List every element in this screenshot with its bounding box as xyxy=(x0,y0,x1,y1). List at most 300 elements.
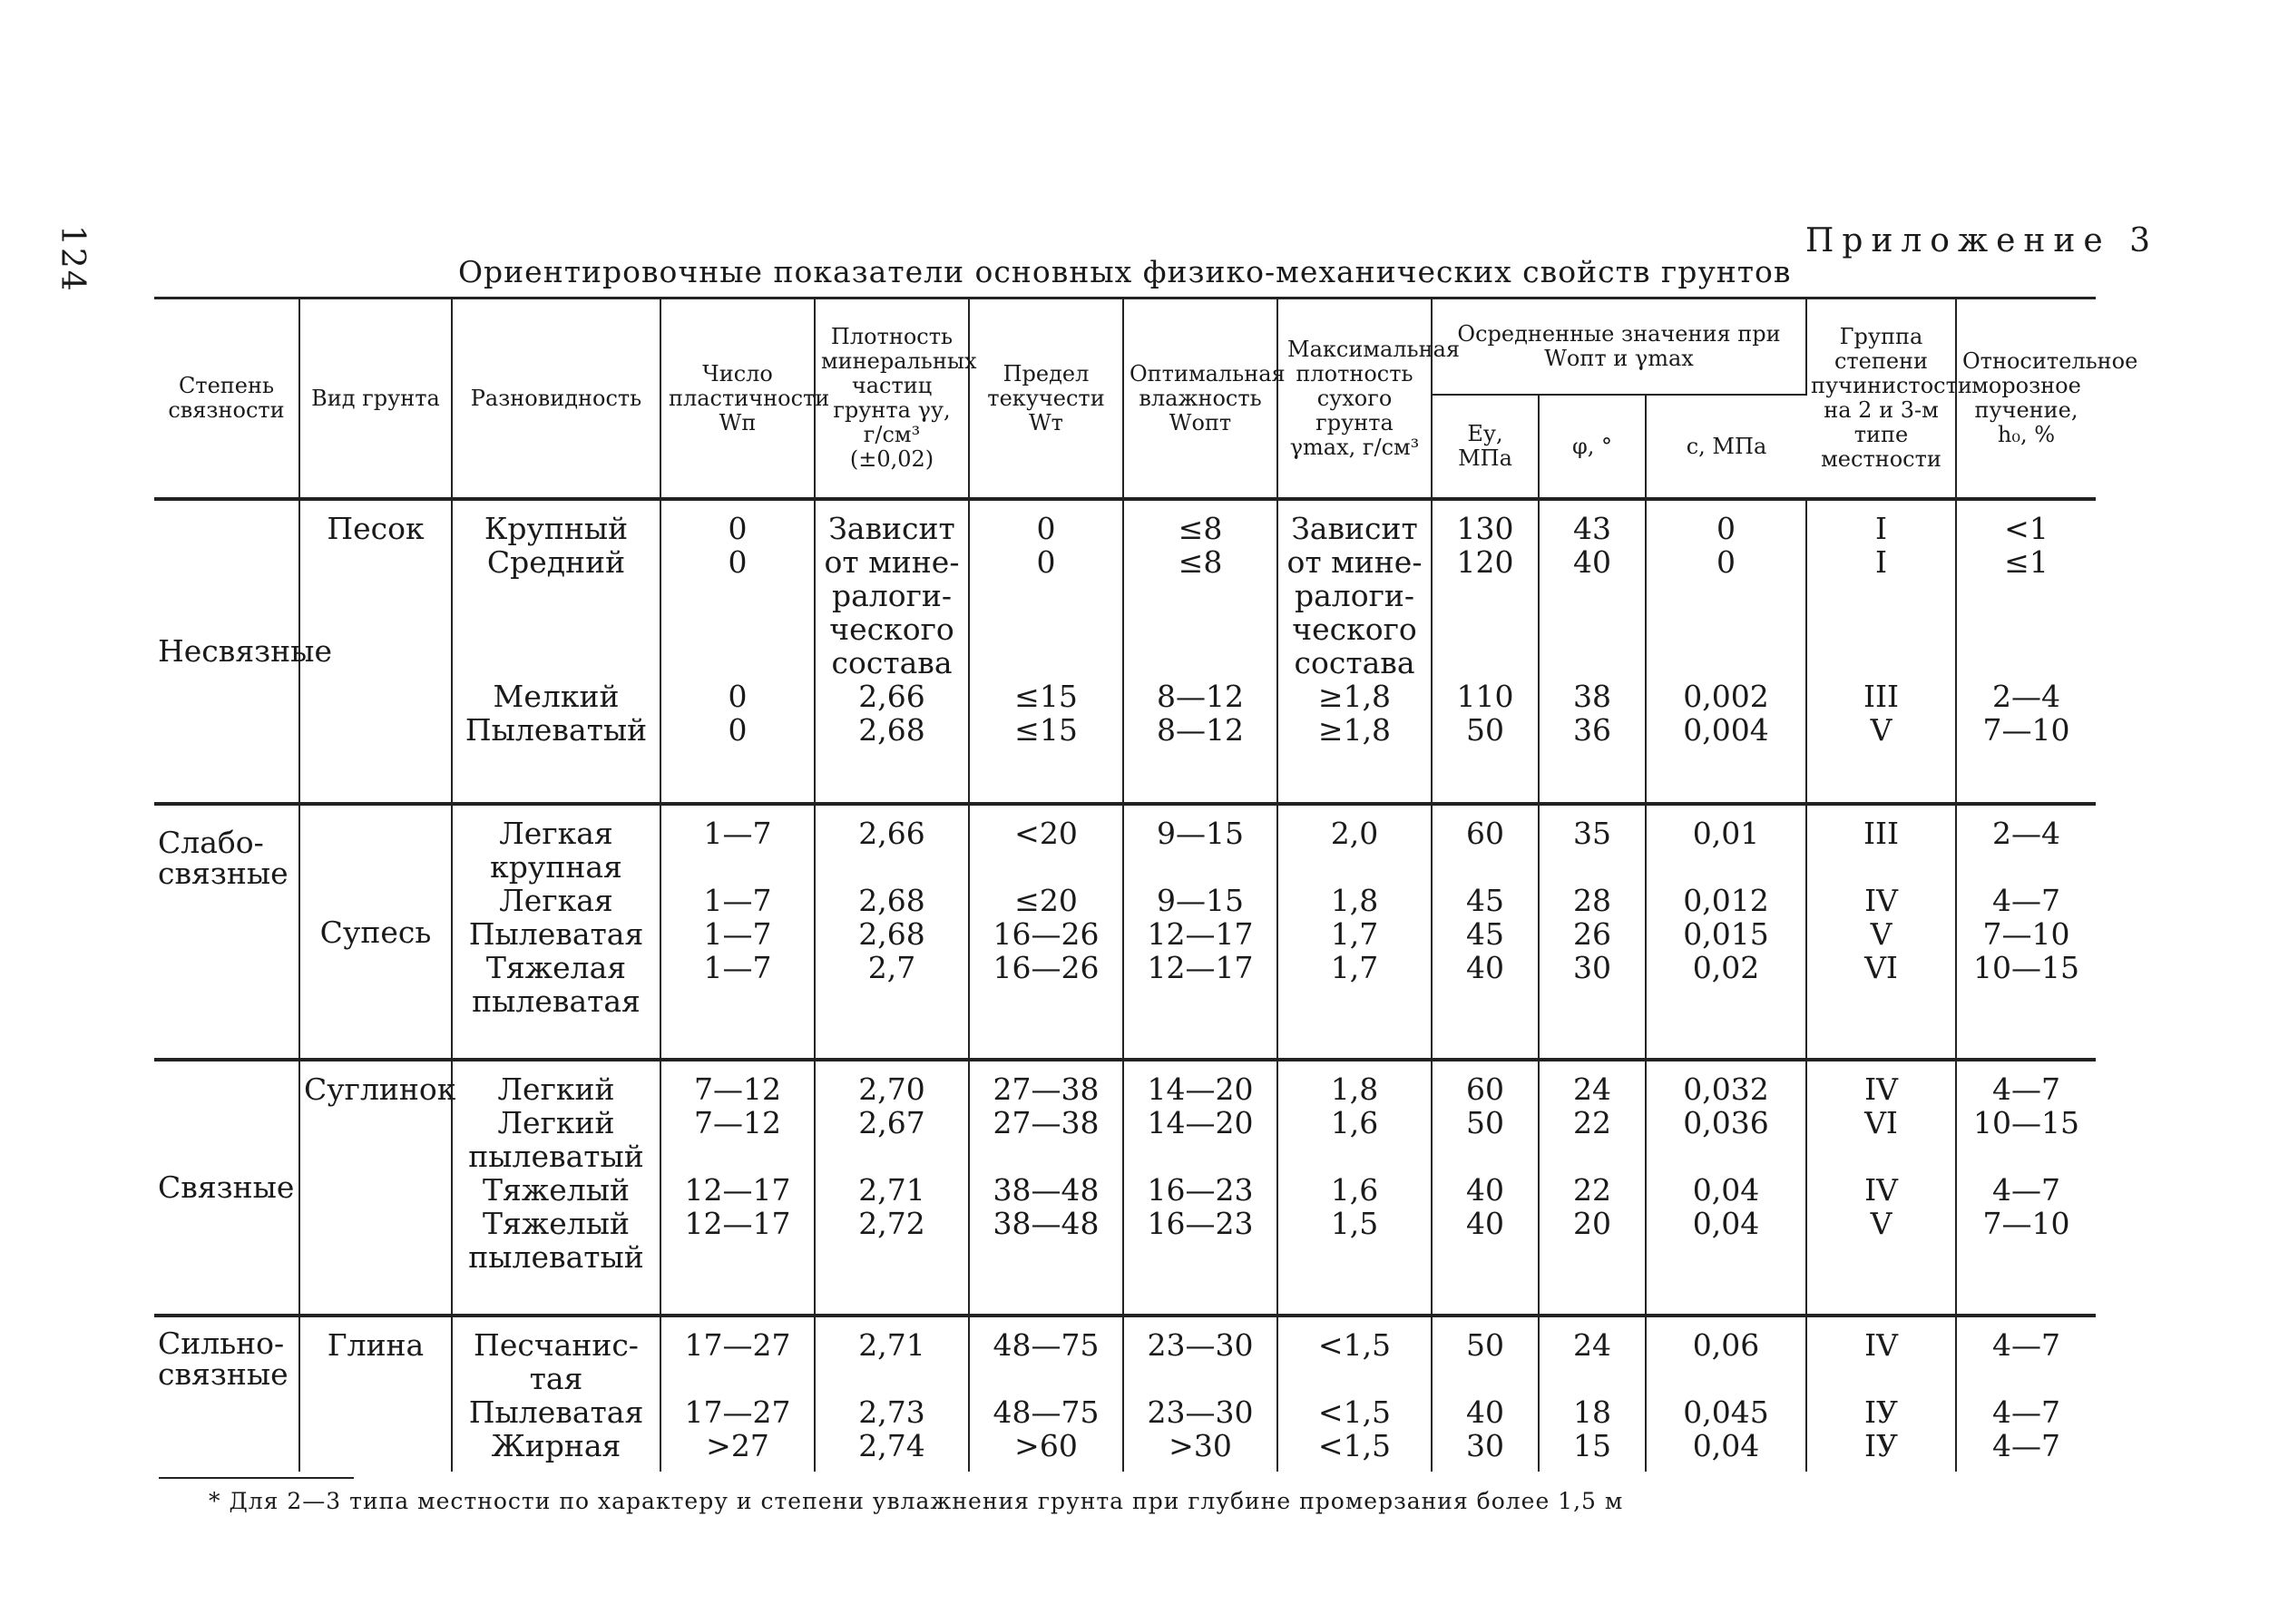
plasticity-line xyxy=(665,1362,810,1395)
heave-line xyxy=(1961,646,2092,680)
density-cell xyxy=(815,806,969,1060)
phi-line xyxy=(1543,1362,1641,1395)
ey-line: 120 xyxy=(1456,544,1514,580)
ey-line: 50 xyxy=(1466,1327,1504,1363)
density-line xyxy=(819,1362,964,1395)
liquid-line xyxy=(973,579,1119,612)
phi-line: 40 xyxy=(1573,544,1611,580)
plasticity-line: 7—12 xyxy=(694,1071,781,1107)
maxd-line: <1,5 xyxy=(1317,1327,1392,1363)
liquid-line xyxy=(973,1240,1119,1274)
plasticity-cell xyxy=(660,806,815,1060)
soil-cell: Суглинок xyxy=(299,1061,452,1316)
liquid-line xyxy=(973,850,1119,884)
properties-table xyxy=(154,297,2138,1472)
maxd-line xyxy=(1282,984,1427,1018)
density-line: 2,74 xyxy=(858,1428,925,1463)
c-line xyxy=(1650,850,1802,884)
phi-line xyxy=(1543,612,1641,646)
c-line xyxy=(1650,1362,1802,1395)
varieties-line: Пылеватая xyxy=(468,916,644,952)
ey-line: 50 xyxy=(1466,1105,1504,1140)
liquid-line: 16—26 xyxy=(993,916,1100,952)
maxd-line: 1,7 xyxy=(1330,950,1379,985)
varieties-line: тая xyxy=(529,1361,583,1396)
phi-cell xyxy=(1539,1317,1646,1472)
liquid-line: ≤20 xyxy=(1014,883,1078,918)
density-line: 2,71 xyxy=(858,1172,925,1208)
liquid-line xyxy=(973,984,1119,1018)
ey-line: 45 xyxy=(1466,916,1504,952)
liquid-line xyxy=(973,612,1119,646)
phi-line: 24 xyxy=(1573,1327,1611,1363)
liquid-line: <20 xyxy=(1014,816,1078,851)
maxd-line: 2,0 xyxy=(1330,816,1379,851)
heave-line xyxy=(1961,1240,2092,1274)
opt-line xyxy=(1128,646,1273,680)
varieties-line: Пылеватая xyxy=(468,1394,644,1430)
header-opt-moisture: Оптимальная влажность Wопт xyxy=(1123,299,1277,499)
varieties-line: Легкая xyxy=(499,883,613,918)
plasticity-line xyxy=(665,850,810,884)
header-soil-type: Вид грунта xyxy=(299,299,452,499)
varieties-line: пылеватая xyxy=(472,983,641,1019)
degree-cell: Связные xyxy=(154,1061,299,1316)
phi-line: 18 xyxy=(1573,1394,1611,1430)
ey-line: 130 xyxy=(1456,511,1514,546)
phi-cell xyxy=(1539,806,1646,1060)
maxd-line xyxy=(1282,850,1427,884)
opt-moisture-cell xyxy=(1123,1317,1277,1472)
max-density-cell xyxy=(1277,1061,1432,1316)
maxd-line: <1,5 xyxy=(1317,1428,1392,1463)
plasticity-line: 7—12 xyxy=(694,1105,781,1140)
opt-moisture-cell xyxy=(1123,806,1277,1060)
maxd-line: <1,5 xyxy=(1317,1394,1392,1430)
phi-line xyxy=(1543,579,1641,612)
header-heave-group: Группа степени пучинистости на 2 и 3-м типе местности xyxy=(1806,299,1956,499)
c-line: 0,004 xyxy=(1683,712,1769,748)
variety-cell xyxy=(452,501,660,804)
opt-line: 14—20 xyxy=(1147,1071,1254,1107)
plasticity-cell xyxy=(660,1061,815,1316)
varieties-line xyxy=(456,612,656,646)
maxd-line: ческого xyxy=(1292,611,1417,647)
plasticity-line xyxy=(665,579,810,612)
group-line: III xyxy=(1863,816,1900,851)
maxd-line: 1,8 xyxy=(1330,883,1379,918)
footnote-rule xyxy=(159,1477,354,1479)
heave-line: 4—7 xyxy=(1992,883,2060,918)
opt-line xyxy=(1128,612,1273,646)
heave-line xyxy=(1961,984,2092,1018)
group-line: IV xyxy=(1864,1071,1898,1107)
ey-line: 30 xyxy=(1466,1428,1504,1463)
density-cell xyxy=(815,1061,969,1316)
density-line: ралоги- xyxy=(831,578,953,613)
plasticity-line: 12—17 xyxy=(684,1206,791,1241)
header-ey: Eу, МПа xyxy=(1432,395,1539,499)
maxd-line: 1,8 xyxy=(1330,1071,1379,1107)
ey-line: 60 xyxy=(1466,1071,1504,1107)
density-line: 2,68 xyxy=(858,712,925,748)
varieties-line: Тяжелая xyxy=(485,950,627,985)
heave-line: 10—15 xyxy=(1973,950,2079,985)
group-line xyxy=(1811,579,1951,612)
ey-cell xyxy=(1432,1317,1539,1472)
plasticity-line: 17—27 xyxy=(684,1327,791,1363)
c-line: 0,015 xyxy=(1683,916,1769,952)
varieties-line: Легкая xyxy=(499,816,613,851)
plasticity-line xyxy=(665,612,810,646)
c-cell xyxy=(1646,501,1806,804)
table-title: Ориентировочные показатели основных физико-механических свойств грунтов xyxy=(458,254,1792,289)
appendix-label: Приложение 3 xyxy=(1805,222,2159,259)
maxd-line xyxy=(1282,1140,1427,1173)
phi-line: 26 xyxy=(1573,916,1611,952)
plasticity-line: 12—17 xyxy=(684,1172,791,1208)
group-line xyxy=(1811,1140,1951,1173)
phi-line: 15 xyxy=(1573,1428,1611,1463)
maxd-line: 1,7 xyxy=(1330,916,1379,952)
liquid-line: 48—75 xyxy=(993,1394,1100,1430)
opt-line: 9—15 xyxy=(1157,816,1244,851)
c-cell xyxy=(1646,806,1806,1060)
ey-line: 40 xyxy=(1466,1172,1504,1208)
heave-line: 4—7 xyxy=(1992,1071,2060,1107)
ey-line xyxy=(1436,646,1534,680)
plasticity-cell xyxy=(660,501,815,804)
group-row-noncohesive xyxy=(154,501,2096,804)
phi-line: 28 xyxy=(1573,883,1611,918)
ey-line xyxy=(1436,1240,1534,1274)
group-line xyxy=(1811,984,1951,1018)
plasticity-cell xyxy=(660,1317,815,1472)
heave-line: 7—10 xyxy=(1982,1206,2070,1241)
maxd-line: от мине- xyxy=(1286,544,1423,580)
ey-line: 40 xyxy=(1466,950,1504,985)
varieties-line: крупная xyxy=(490,849,622,885)
varieties-line: Песчанис- xyxy=(474,1327,639,1363)
max-density-cell xyxy=(1277,501,1432,804)
varieties-line: Мелкий xyxy=(493,679,620,714)
c-line xyxy=(1650,1140,1802,1173)
group-line: VI xyxy=(1864,950,1898,985)
maxd-line xyxy=(1282,1240,1427,1274)
frost-heave-cell xyxy=(1956,1317,2096,1472)
plasticity-line xyxy=(665,646,810,680)
c-line: 0,04 xyxy=(1692,1428,1760,1463)
heave-line: 4—7 xyxy=(1992,1394,2060,1430)
c-line: 0,01 xyxy=(1692,816,1760,851)
density-line xyxy=(819,1240,964,1274)
max-density-cell xyxy=(1277,806,1432,1060)
c-line xyxy=(1650,984,1802,1018)
density-line: 2,67 xyxy=(858,1105,925,1140)
density-line xyxy=(819,1140,964,1173)
varieties-line: Крупный xyxy=(484,511,629,546)
phi-line: 22 xyxy=(1573,1172,1611,1208)
liquid-line xyxy=(973,1362,1119,1395)
density-line: 2,7 xyxy=(867,950,916,985)
ey-line: 50 xyxy=(1466,712,1504,748)
varieties-line: Легкий xyxy=(497,1105,615,1140)
header-liquid-limit: Предел текучести Wт xyxy=(969,299,1123,499)
plasticity-line: 1—7 xyxy=(703,883,772,918)
maxd-line: Зависит xyxy=(1291,511,1418,546)
phi-line: 30 xyxy=(1573,950,1611,985)
group-line xyxy=(1811,1362,1951,1395)
group-line: IV xyxy=(1864,883,1898,918)
plasticity-line xyxy=(665,1140,810,1173)
soil-cell: Песок xyxy=(299,501,452,804)
opt-line: 16—23 xyxy=(1147,1172,1254,1208)
density-line xyxy=(819,850,964,884)
c-line: 0,04 xyxy=(1692,1172,1760,1208)
liquid-line: 0 xyxy=(1036,544,1056,580)
ey-line xyxy=(1436,850,1534,884)
opt-line: 8—12 xyxy=(1157,679,1244,714)
ey-line: 110 xyxy=(1456,679,1514,714)
phi-cell xyxy=(1539,1061,1646,1316)
phi-line xyxy=(1543,646,1641,680)
heave-group-cell xyxy=(1806,1061,1956,1316)
phi-line xyxy=(1543,850,1641,884)
heave-line: 7—10 xyxy=(1982,916,2070,952)
opt-line xyxy=(1128,984,1273,1018)
opt-line: 14—20 xyxy=(1147,1105,1254,1140)
liquid-line: ≤15 xyxy=(1014,679,1078,714)
plasticity-line xyxy=(665,1240,810,1274)
heave-line: 7—10 xyxy=(1982,712,2070,748)
heave-line: <1 xyxy=(2004,511,2049,546)
opt-line: >30 xyxy=(1169,1428,1232,1463)
opt-line xyxy=(1128,850,1273,884)
plasticity-line: >27 xyxy=(706,1428,769,1463)
group-line: V xyxy=(1870,1206,1892,1241)
opt-line: ≤8 xyxy=(1178,544,1223,580)
group-line xyxy=(1811,1240,1951,1274)
ey-line: 40 xyxy=(1466,1206,1504,1241)
heave-line: 2—4 xyxy=(1992,679,2060,714)
liquid-line: 38—48 xyxy=(993,1172,1100,1208)
degree-cell: Сильно-связные xyxy=(154,1317,299,1472)
density-line: ческого xyxy=(829,611,954,647)
group-line: IУ xyxy=(1864,1394,1898,1430)
liquid-line: 38—48 xyxy=(993,1206,1100,1241)
degree-cell: Несвязные xyxy=(154,501,299,804)
c-line: 0 xyxy=(1716,544,1736,580)
c-line xyxy=(1650,1240,1802,1274)
frost-heave-cell xyxy=(1956,1061,2096,1316)
heave-line: 4—7 xyxy=(1992,1428,2060,1463)
varieties-line: Тяжелый xyxy=(483,1172,630,1208)
header-averaged: Осредненные значения при Wопт и γmax xyxy=(1432,299,1806,395)
phi-line: 43 xyxy=(1573,511,1611,546)
varieties-line: Жирная xyxy=(491,1428,621,1463)
maxd-line xyxy=(1282,1362,1427,1395)
opt-moisture-cell xyxy=(1123,501,1277,804)
opt-line: 23—30 xyxy=(1147,1394,1254,1430)
header-variety: Разновидность xyxy=(452,299,660,499)
group-line: III xyxy=(1863,679,1900,714)
soil-cell: Глина xyxy=(299,1317,452,1472)
ey-line xyxy=(1436,1362,1534,1395)
plasticity-line: 0 xyxy=(728,679,748,714)
ey-cell xyxy=(1432,806,1539,1060)
maxd-line: состава xyxy=(1294,645,1415,680)
phi-line xyxy=(1543,1240,1641,1274)
density-line: состава xyxy=(831,645,953,680)
header-density: Плотность минеральных частиц грунта γу, г/см³ (±0,02) xyxy=(815,299,969,499)
phi-line: 38 xyxy=(1573,679,1611,714)
liquid-line: 48—75 xyxy=(993,1327,1100,1363)
heave-group-cell xyxy=(1806,501,1956,804)
opt-line: ≤8 xyxy=(1178,511,1223,546)
ey-cell xyxy=(1432,1061,1539,1316)
varieties-line xyxy=(456,646,656,680)
density-line xyxy=(819,984,964,1018)
footnote: * Для 2—3 типа местности по характеру и степени увлажнения грунта при глубине промерзания более 1,5 м xyxy=(209,1488,1624,1514)
maxd-line: ≥1,8 xyxy=(1317,712,1392,748)
variety-cell xyxy=(452,806,660,1060)
plasticity-line: 1—7 xyxy=(703,950,772,985)
ey-line xyxy=(1436,579,1534,612)
heave-line: 4—7 xyxy=(1992,1327,2060,1363)
c-line: 0,045 xyxy=(1683,1394,1769,1430)
group-line: I xyxy=(1874,511,1888,546)
max-density-cell xyxy=(1277,1317,1432,1472)
density-line: 2,73 xyxy=(858,1394,925,1430)
ey-line: 45 xyxy=(1466,883,1504,918)
c-line: 0 xyxy=(1716,511,1736,546)
heave-line: 4—7 xyxy=(1992,1172,2060,1208)
group-line xyxy=(1811,646,1951,680)
group-row-cohesive xyxy=(154,1061,2096,1316)
liquid-line xyxy=(973,1140,1119,1173)
phi-line: 36 xyxy=(1573,712,1611,748)
density-cell xyxy=(815,1317,969,1472)
opt-line: 9—15 xyxy=(1157,883,1244,918)
plasticity-line xyxy=(665,984,810,1018)
ey-line: 60 xyxy=(1466,816,1504,851)
density-line: 2,72 xyxy=(858,1206,925,1241)
ey-line xyxy=(1436,612,1534,646)
heave-line xyxy=(1961,579,2092,612)
phi-line: 24 xyxy=(1573,1071,1611,1107)
density-line: 2,71 xyxy=(858,1327,925,1363)
liquid-line: >60 xyxy=(1014,1428,1078,1463)
opt-line xyxy=(1128,1362,1273,1395)
c-cell xyxy=(1646,1317,1806,1472)
header-frost-heave: Относительное морозное пучение, h₀, % xyxy=(1962,348,2138,447)
maxd-line: ≥1,8 xyxy=(1317,679,1392,714)
group-line: I xyxy=(1874,544,1888,580)
phi-cell xyxy=(1539,501,1646,804)
c-line: 0,02 xyxy=(1692,950,1760,985)
maxd-line: 1,6 xyxy=(1330,1105,1379,1140)
group-line: V xyxy=(1870,712,1892,748)
c-line xyxy=(1650,579,1802,612)
plasticity-line: 0 xyxy=(728,544,748,580)
liquid-limit-cell xyxy=(969,501,1123,804)
opt-moisture-cell xyxy=(1123,1061,1277,1316)
phi-line xyxy=(1543,1140,1641,1173)
group-line: V xyxy=(1870,916,1892,952)
liquid-line: 27—38 xyxy=(993,1071,1100,1107)
heave-line xyxy=(1961,612,2092,646)
variety-cell xyxy=(452,1061,660,1316)
heave-line xyxy=(1961,850,2092,884)
heave-line: ≤1 xyxy=(2004,544,2049,580)
opt-line: 16—23 xyxy=(1147,1206,1254,1241)
c-line xyxy=(1650,646,1802,680)
varieties-line: пылеватый xyxy=(468,1239,644,1275)
heave-line: 2—4 xyxy=(1992,816,2060,851)
phi-line xyxy=(1543,984,1641,1018)
ey-line xyxy=(1436,984,1534,1018)
density-line: 2,68 xyxy=(858,883,925,918)
header-max-density: Максимальная плотность сухого грунта γmax, г/см³ xyxy=(1277,299,1432,499)
maxd-line: 1,5 xyxy=(1330,1206,1379,1241)
group-row-strongly-cohesive xyxy=(154,1317,2096,1472)
ey-cell xyxy=(1432,501,1539,804)
varieties-line xyxy=(456,579,656,612)
varieties-line: Тяжелый xyxy=(483,1206,630,1241)
plasticity-line: 1—7 xyxy=(703,816,772,851)
page-number: 124 xyxy=(54,225,91,293)
phi-line: 35 xyxy=(1573,816,1611,851)
density-line: 2,68 xyxy=(858,916,925,952)
soil-cell: Супесь xyxy=(299,806,452,1060)
opt-line xyxy=(1128,1140,1273,1173)
header-degree: Степень связности xyxy=(154,299,299,499)
ey-line xyxy=(1436,1140,1534,1173)
varieties-line: Легкий xyxy=(497,1071,615,1107)
header-plasticity: Число пластичности Wп xyxy=(660,299,815,499)
opt-line: 23—30 xyxy=(1147,1327,1254,1363)
opt-line: 12—17 xyxy=(1147,916,1254,952)
density-line: 2,66 xyxy=(858,816,925,851)
density-line: Зависит xyxy=(828,511,955,546)
group-row-weakly-cohesive xyxy=(154,806,2096,1060)
varieties-line: пылеватый xyxy=(468,1139,644,1174)
c-line: 0,012 xyxy=(1683,883,1769,918)
c-line xyxy=(1650,612,1802,646)
opt-line: 8—12 xyxy=(1157,712,1244,748)
c-line: 0,04 xyxy=(1692,1206,1760,1241)
phi-line: 20 xyxy=(1573,1206,1611,1241)
liquid-line: 0 xyxy=(1036,511,1056,546)
liquid-line: 27—38 xyxy=(993,1105,1100,1140)
variety-cell xyxy=(452,1317,660,1472)
ey-line: 40 xyxy=(1466,1394,1504,1430)
plasticity-line: 1—7 xyxy=(703,916,772,952)
group-line xyxy=(1811,850,1951,884)
density-cell xyxy=(815,501,969,804)
group-line: IV xyxy=(1864,1327,1898,1363)
c-line: 0,036 xyxy=(1683,1105,1769,1140)
plasticity-line: 0 xyxy=(728,712,748,748)
header-c: c, МПа xyxy=(1646,395,1806,499)
liquid-line xyxy=(973,646,1119,680)
liquid-limit-cell xyxy=(969,806,1123,1060)
heave-group-cell xyxy=(1806,1317,1956,1472)
varieties-line: Средний xyxy=(486,544,626,580)
phi-line: 22 xyxy=(1573,1105,1611,1140)
heave-group-cell xyxy=(1806,806,1956,1060)
frost-heave-cell xyxy=(1956,501,2096,804)
